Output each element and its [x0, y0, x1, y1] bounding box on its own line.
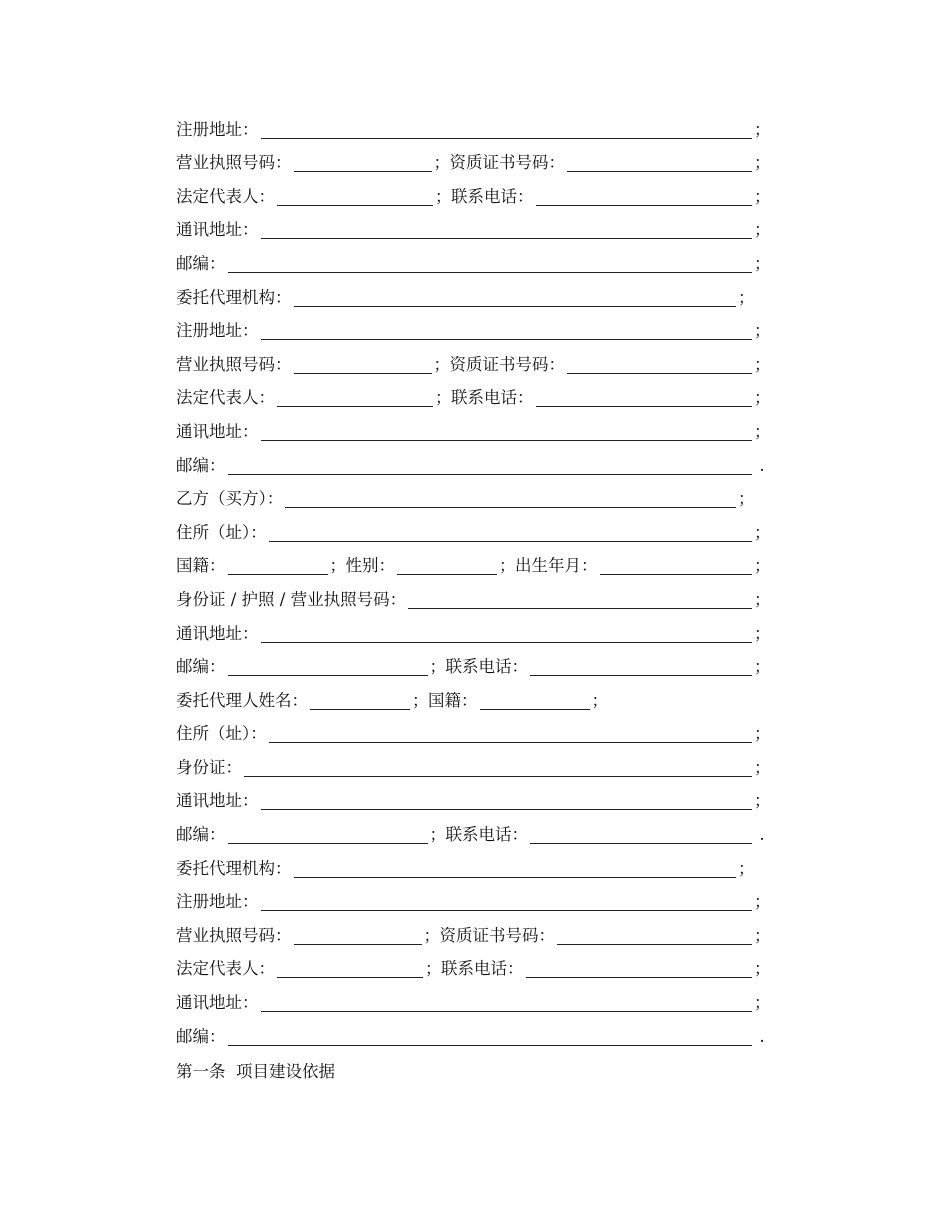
blank-field[interactable]	[557, 926, 752, 945]
field-label: 邮编：	[176, 1026, 226, 1046]
section-heading-row	[176, 1055, 770, 1089]
blank-field[interactable]	[526, 959, 753, 978]
form-line-agent-name-nationality	[176, 685, 770, 719]
field-label: 出生年月：	[515, 556, 598, 576]
form-line-domicile	[176, 517, 770, 551]
field-label: 邮编：	[176, 253, 226, 273]
form-line-domicile	[176, 719, 770, 753]
line-end-punctuation: ；	[754, 724, 771, 744]
line-end-punctuation: ；	[754, 993, 771, 1013]
form-line-id-number	[176, 584, 770, 618]
separator-punctuation: ；	[329, 556, 346, 576]
field-label: 国籍：	[428, 690, 478, 710]
blank-field[interactable]	[261, 892, 753, 911]
field-label: 住所（址）：	[176, 522, 267, 542]
line-end-punctuation: .	[759, 825, 765, 845]
line-end-punctuation: ；	[754, 421, 771, 441]
field-label: 营业执照号码：	[176, 354, 292, 374]
line-end-punctuation: ；	[591, 690, 608, 710]
separator-punctuation: ；	[435, 186, 452, 206]
field-label: 联系电话：	[441, 959, 524, 979]
field-label: 委托代理人姓名：	[176, 690, 308, 710]
form-line-mailing-address	[176, 987, 770, 1021]
line-end-punctuation: ；	[754, 925, 771, 945]
field-label: 注册地址：	[176, 892, 259, 912]
form-line-agency	[176, 282, 770, 316]
separator-punctuation: ；	[425, 959, 442, 979]
field-label: 通讯地址：	[176, 220, 259, 240]
form-line-mailing-address	[176, 618, 770, 652]
field-label: 邮编：	[176, 657, 226, 677]
field-label: 联系电话：	[451, 186, 534, 206]
line-end-punctuation: ；	[754, 556, 771, 576]
contract-form	[176, 114, 770, 1088]
line-end-punctuation: ；	[754, 153, 771, 173]
field-label: 性别：	[345, 556, 395, 576]
form-line-legal-representative	[176, 954, 770, 988]
line-end-punctuation: ；	[754, 791, 771, 811]
separator-punctuation: ；	[433, 153, 450, 173]
form-line-legal-representative	[176, 181, 770, 215]
blank-field[interactable]	[261, 993, 753, 1012]
line-end-punctuation: ；	[754, 119, 771, 139]
blank-field[interactable]	[228, 556, 328, 575]
blank-field[interactable]	[228, 657, 428, 676]
blank-field[interactable]	[310, 691, 410, 710]
field-label: 资质证书号码：	[449, 354, 565, 374]
line-end-punctuation: ；	[738, 489, 755, 509]
line-end-punctuation: ；	[754, 589, 771, 609]
field-label: 注册地址：	[176, 119, 259, 139]
blank-field[interactable]	[244, 758, 752, 777]
line-end-punctuation: ；	[754, 623, 771, 643]
field-label: 注册地址：	[176, 321, 259, 341]
separator-punctuation: ；	[435, 388, 452, 408]
blank-field[interactable]	[228, 1027, 753, 1046]
blank-field[interactable]	[261, 791, 753, 810]
form-line-mailing-address	[176, 416, 770, 450]
separator-punctuation: ；	[412, 690, 429, 710]
article-heading: 第一条 项目建设依据	[176, 1062, 335, 1082]
blank-field[interactable]	[228, 456, 753, 475]
form-line-legal-representative	[176, 383, 770, 417]
separator-punctuation: ；	[433, 354, 450, 374]
form-line-postcode	[176, 450, 770, 484]
blank-field[interactable]	[294, 288, 737, 307]
form-line-registered-address	[176, 114, 770, 148]
line-end-punctuation: ；	[754, 186, 771, 206]
form-line-postcode-phone	[176, 652, 770, 686]
line-end-punctuation: .	[759, 455, 765, 475]
field-label: 通讯地址：	[176, 791, 259, 811]
line-end-punctuation: ；	[754, 959, 771, 979]
blank-field[interactable]	[269, 724, 752, 743]
form-line-postcode-phone	[176, 819, 770, 853]
form-line-mailing-address	[176, 786, 770, 820]
field-label: 邮编：	[176, 455, 226, 475]
blank-field[interactable]	[261, 422, 753, 441]
field-label: 法定代表人：	[176, 186, 275, 206]
separator-punctuation: ；	[429, 657, 446, 677]
blank-field[interactable]	[536, 388, 753, 407]
field-label: 联系电话：	[445, 657, 528, 677]
form-line-registered-address	[176, 887, 770, 921]
form-line-agency	[176, 853, 770, 887]
blank-field[interactable]	[228, 825, 428, 844]
line-end-punctuation: ；	[738, 858, 755, 878]
line-end-punctuation: ；	[754, 388, 771, 408]
field-label: 国籍：	[176, 556, 226, 576]
field-label: 营业执照号码：	[176, 925, 292, 945]
blank-field[interactable]	[567, 355, 752, 374]
line-end-punctuation: .	[759, 1026, 765, 1046]
form-line-mailing-address	[176, 215, 770, 249]
field-label: 通讯地址：	[176, 623, 259, 643]
blank-field[interactable]	[277, 388, 433, 407]
field-label: 联系电话：	[445, 825, 528, 845]
field-label: 法定代表人：	[176, 388, 275, 408]
blank-field[interactable]	[261, 624, 753, 643]
field-label: 资质证书号码：	[439, 925, 555, 945]
form-line-id-card	[176, 752, 770, 786]
form-line-license-number	[176, 920, 770, 954]
blank-field[interactable]	[294, 153, 432, 172]
blank-field[interactable]	[397, 556, 497, 575]
blank-field[interactable]	[277, 959, 423, 978]
blank-field[interactable]	[294, 355, 432, 374]
separator-punctuation: ；	[429, 825, 446, 845]
line-end-punctuation: ；	[754, 892, 771, 912]
blank-field[interactable]	[294, 859, 737, 878]
line-end-punctuation: ；	[754, 253, 771, 273]
field-label: 身份证：	[176, 757, 242, 777]
blank-field[interactable]	[408, 590, 752, 609]
blank-field[interactable]	[567, 153, 752, 172]
blank-field[interactable]	[530, 657, 752, 676]
field-label: 联系电话：	[451, 388, 534, 408]
field-label: 邮编：	[176, 825, 226, 845]
form-line-nationality-gender-birth	[176, 551, 770, 585]
field-label: 通讯地址：	[176, 421, 259, 441]
field-label: 通讯地址：	[176, 993, 259, 1013]
blank-field[interactable]	[261, 120, 753, 139]
blank-field[interactable]	[294, 926, 422, 945]
form-line-registered-address	[176, 316, 770, 350]
blank-field[interactable]	[536, 187, 753, 206]
line-end-punctuation: ；	[754, 522, 771, 542]
field-label: 住所（址）：	[176, 724, 267, 744]
form-line-party-b	[176, 484, 770, 518]
separator-punctuation: ；	[423, 925, 440, 945]
line-end-punctuation: ；	[738, 287, 755, 307]
field-label: 乙方（买方）：	[176, 489, 284, 509]
line-end-punctuation: ；	[754, 757, 771, 777]
line-end-punctuation: ；	[754, 657, 771, 677]
field-label: 资质证书号码：	[449, 153, 565, 173]
field-label: 委托代理机构：	[176, 858, 292, 878]
form-line-license-number	[176, 349, 770, 383]
blank-field[interactable]	[228, 254, 753, 273]
field-label: 法定代表人：	[176, 959, 275, 979]
blank-field[interactable]	[530, 825, 752, 844]
field-label: 委托代理机构：	[176, 287, 292, 307]
field-label: 营业执照号码：	[176, 153, 292, 173]
form-line-license-number	[176, 148, 770, 182]
form-line-postcode	[176, 1021, 770, 1055]
field-label: 身份证 / 护照 / 营业执照号码：	[176, 589, 407, 609]
blank-field[interactable]	[285, 489, 736, 508]
blank-field[interactable]	[261, 220, 753, 239]
blank-field[interactable]	[269, 523, 752, 542]
blank-field[interactable]	[480, 691, 590, 710]
line-end-punctuation: ；	[754, 354, 771, 374]
blank-field[interactable]	[600, 556, 753, 575]
blank-field[interactable]	[261, 321, 753, 340]
line-end-punctuation: ；	[754, 220, 771, 240]
form-line-postcode	[176, 248, 770, 282]
blank-field[interactable]	[277, 187, 433, 206]
line-end-punctuation: ；	[754, 321, 771, 341]
separator-punctuation: ；	[499, 556, 516, 576]
